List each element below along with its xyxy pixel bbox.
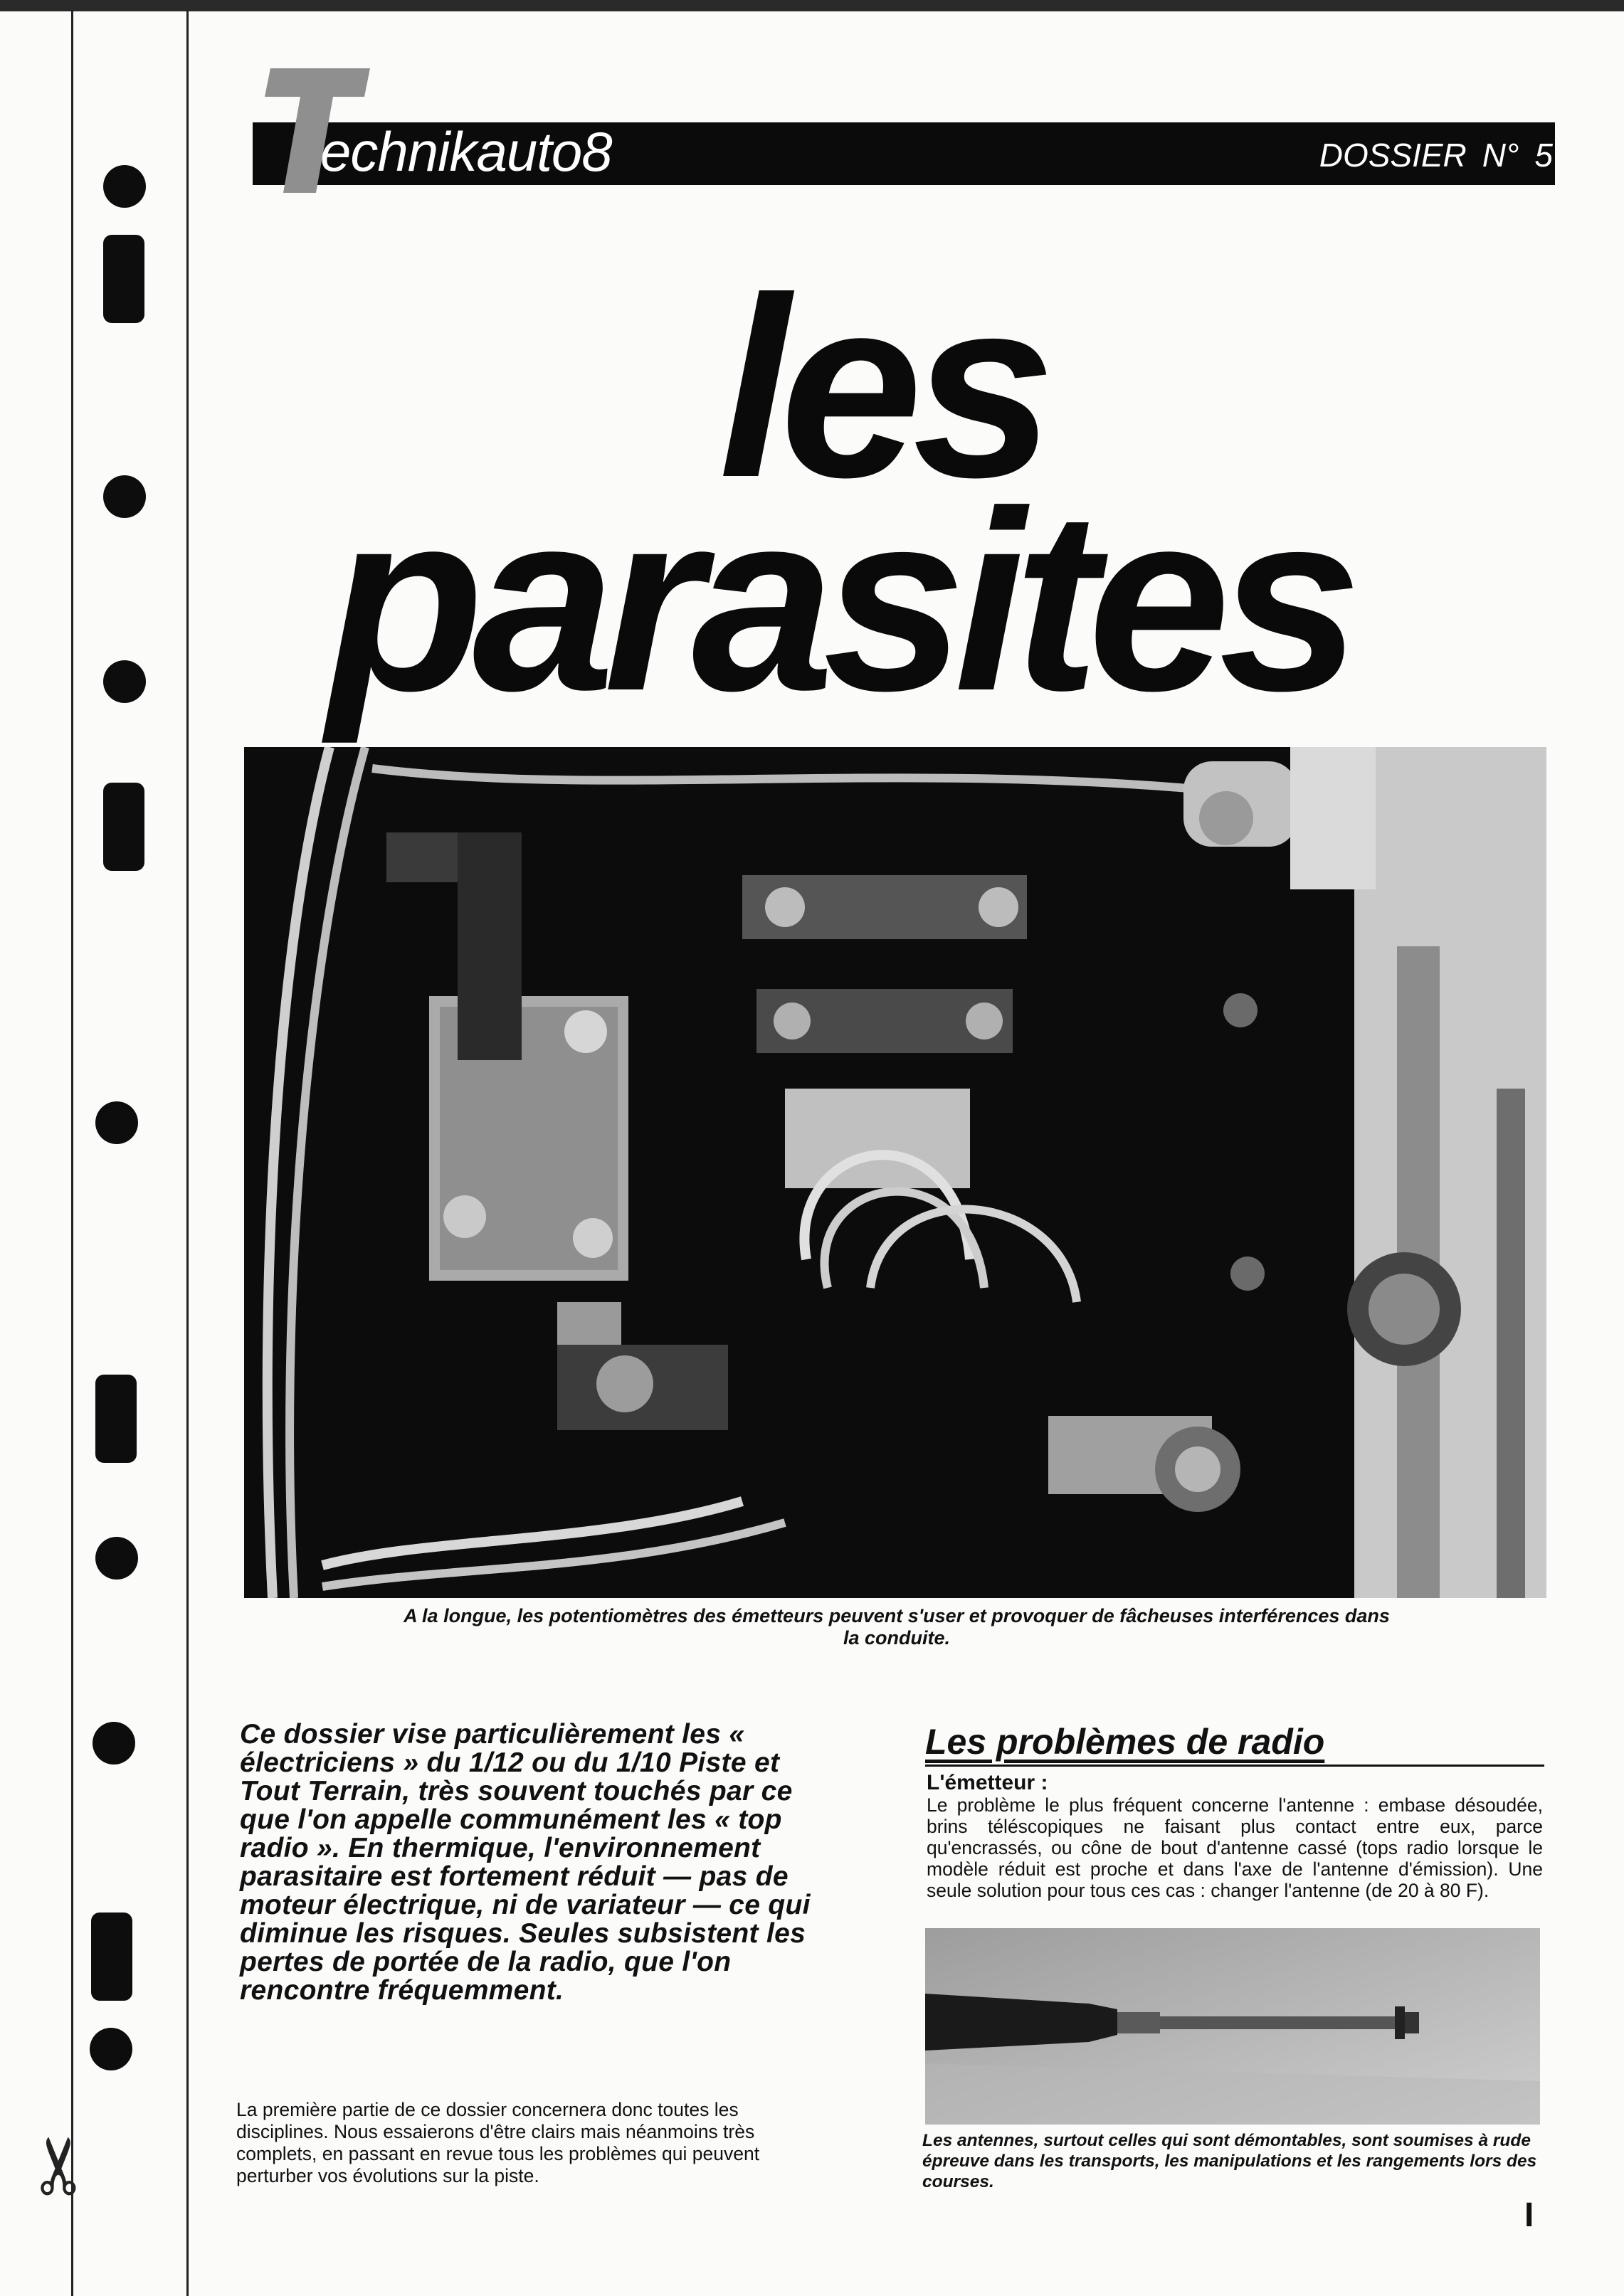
binder-hole (95, 1537, 138, 1580)
section-body-paragraph: Le problème le plus fréquent concerne l'antenne : embase désoudée, brins téléscopiques ne faisant plus contact entre eux, parce qu'encrassés, ou cône de bout d'antenne cassé (tops radio lorsque le modèle réduit est proche et dans l'axe de l'antenne d'émission). Une seule solution pour tous ces cas : changer l'antenne (de 20 à 80 F). (927, 1794, 1543, 1901)
binder-hole (90, 2028, 132, 2070)
binder-slot (95, 1375, 137, 1463)
main-photo-caption: A la longue, les potentiomètres des émetteurs peuvent s'user et provoquer de fâcheuses interférences dans la conduite. (404, 1605, 1390, 1649)
dossier-number: 5 (1534, 137, 1553, 174)
binder-slot (103, 783, 144, 871)
main-photo-transmitter-interior (244, 747, 1546, 1598)
page-title-line-1: les (719, 245, 1045, 531)
intro-body-paragraph: La première partie de ce dossier concernera donc toutes les disciplines. Nous essaierons d'être clairs mais néanmoins très complets, en passant en revue tous les problèmes qui peuvent perturber vos évolutions sur la piste. (236, 2099, 760, 2186)
section-heading: Les problèmes de radio (925, 1722, 1325, 1762)
page-number: I (1524, 2196, 1534, 2234)
binder-hole (103, 660, 146, 703)
dossier-label (1304, 135, 1553, 175)
binder-hole (103, 165, 146, 208)
page-title-line-2: parasites (327, 458, 1350, 744)
intro-lead-paragraph: Ce dossier vise particulièrement les « électriciens » du 1/12 ou du 1/10 Piste et Tout Terrain, très souvent touchés par ce que l'on appelle communément les « top radio ». En thermique, l'environnement parasitaire est fortement réduit — pas de moteur électrique, ni de variateur — ce qui diminue les risques. Seules subsistent les pertes de portée de la radio, que l'on rencontre fréquemment. (240, 1719, 811, 2006)
binder-hole (93, 1722, 135, 1765)
page-top-edge (0, 0, 1624, 11)
binder-cut-line (186, 10, 189, 2296)
dossier-text: DOSSIER (1319, 137, 1467, 174)
subheading-emetteur: L'émetteur : (927, 1771, 1048, 1794)
binder-hole (95, 1101, 138, 1144)
brand-name: echnikauto8 (320, 120, 612, 183)
binder-hole (103, 475, 146, 518)
scissors-icon: ✂ (14, 2132, 105, 2199)
binder-margin-line (71, 10, 73, 2296)
binder-slot (91, 1913, 132, 2001)
antenna-photo-caption: Les antennes, surtout celles qui sont démontables, sont soumises à rude épreuve dans les transports, les manipulations et les rangements lors des courses. (922, 2131, 1537, 2191)
dossier-number-label: N° (1482, 137, 1519, 174)
binder-slot (103, 235, 144, 323)
antenna-photo (925, 1928, 1540, 2125)
section-divider (925, 1765, 1544, 1767)
